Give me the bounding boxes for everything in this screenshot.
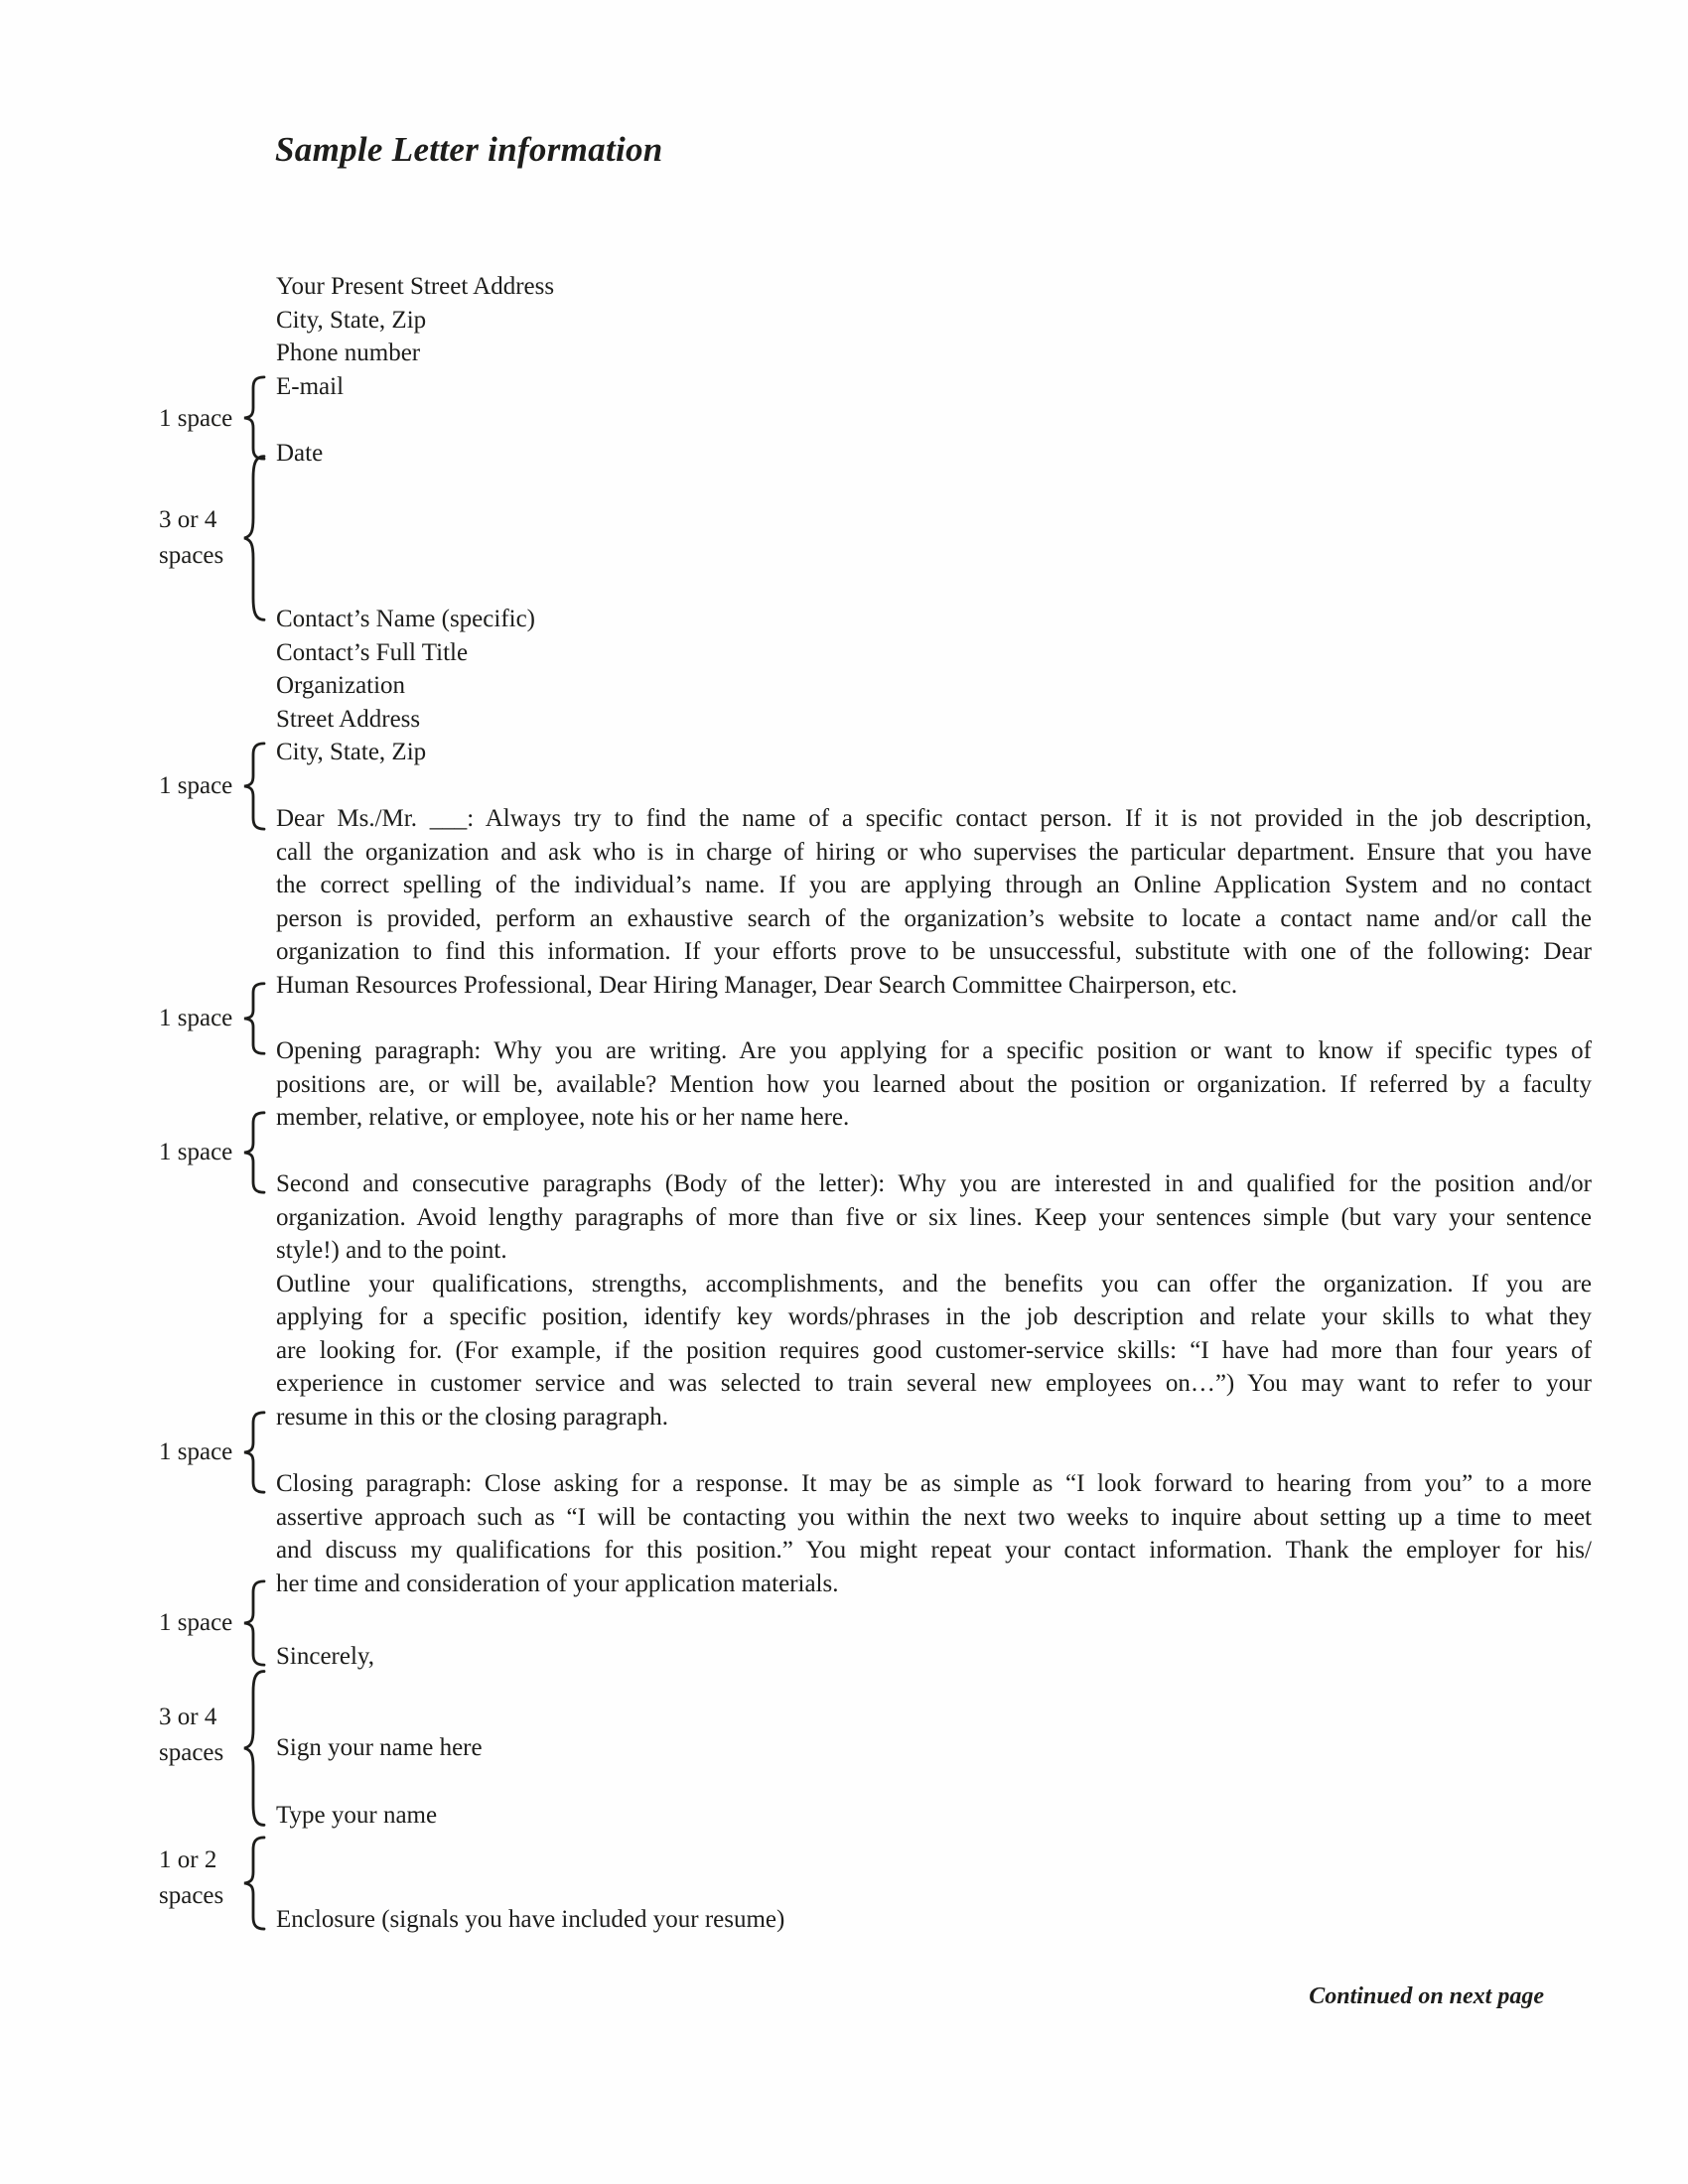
text-line: Your Present Street Address: [276, 273, 555, 300]
text-line: call the organization and ask who is in charge of hiring or who supervises the particular department. Ensure that you have: [276, 838, 1592, 866]
text-line: and discuss my qualifications for this position.” You might repeat your contact information. Thank the employer for his/: [276, 1537, 1592, 1564]
text-line: Second and consecutive paragraphs (Body of the letter): Why you are interested in and qualified for the position and/or: [276, 1170, 1592, 1197]
brace-icon: [242, 455, 266, 621]
text-line: E-mail: [276, 372, 345, 400]
text-line: assertive approach such as “I will be contacting you within the next two weeks to inquire about setting up a time to meet: [276, 1503, 1592, 1531]
text-line: are looking for. (For example, if the position requires good customer-service skills: “I have had more than four years of: [276, 1336, 1592, 1364]
annotation-label-line: 1 space: [159, 405, 233, 432]
annotation-label-line: spaces: [159, 1882, 224, 1909]
text-line: Outline your qualifications, strengths, accomplishments, and the benefits you can offer the organization. If you are: [276, 1270, 1592, 1297]
closing-paragraph: [276, 1467, 1592, 1600]
text-line: organization to find this information. If your efforts prove to be unsuccessful, substitute with one of the following: Dear: [276, 938, 1592, 965]
brace-icon: [242, 1112, 266, 1193]
brace-icon: [242, 983, 266, 1054]
text-line: Opening paragraph: Why you are writing. Are you applying for a specific position or want to know if specific types of: [276, 1037, 1592, 1064]
annotation-label-line: 1 space: [159, 1005, 233, 1031]
text-line: Sign your name here: [276, 1734, 483, 1761]
annotation-label-line: spaces: [159, 1739, 224, 1766]
text-line: member, relative, or employee, note his or her name here.: [276, 1104, 850, 1131]
enclosure-line: [276, 1903, 1592, 1937]
page-title: Sample Letter information: [275, 130, 663, 169]
annotation-label-line: 1 or 2: [159, 1846, 217, 1873]
text-line: Date: [276, 440, 324, 467]
text-line: person is provided, perform an exhaustive search of the organization’s website to locate a contact name and/or call the: [276, 904, 1592, 932]
date-line: [276, 437, 1592, 471]
text-line: Organization: [276, 672, 406, 699]
body-paragraphs: [276, 1167, 1592, 1433]
sincerely-line: [276, 1640, 1592, 1674]
brace-icon: [242, 1670, 266, 1827]
text-line: City, State, Zip: [276, 306, 427, 334]
salutation-paragraph: [276, 802, 1592, 1002]
brace-icon: [242, 1412, 266, 1493]
text-line: Human Resources Professional, Dear Hiring Manager, Dear Search Committee Chairperson, etc.: [276, 971, 1238, 999]
sender-address-block: [276, 270, 1592, 403]
text-line: Contact’s Name (specific): [276, 606, 536, 632]
brace-icon: [242, 1580, 266, 1666]
brace-icon: [242, 743, 266, 830]
type-name-line: [276, 1799, 1592, 1833]
text-line: Type your name: [276, 1802, 438, 1829]
text-line: Phone number: [276, 340, 421, 366]
annotation-label-line: 3 or 4: [159, 506, 217, 533]
text-line: applying for a specific position, identify key words/phrases in the job description and relate your skills to what they: [276, 1303, 1592, 1330]
text-line: Closing paragraph: Close asking for a response. It may be as simple as “I look forward to hearing from you” to a more: [276, 1470, 1592, 1497]
text-line: City, State, Zip: [276, 739, 427, 765]
text-line: Sincerely,: [276, 1643, 375, 1670]
annotation-label-line: 3 or 4: [159, 1704, 217, 1730]
annotation-label-line: 1 space: [159, 1438, 233, 1465]
brace-icon: [242, 376, 266, 460]
contact-address-block: [276, 603, 1592, 769]
continued-note: Continued on next page: [1309, 1983, 1544, 2009]
annotation-label-line: spaces: [159, 542, 224, 569]
annotation-label-line: 1 space: [159, 1609, 233, 1636]
text-line: the correct spelling of the individual’s name. If you are applying through an Online Application System and no contact: [276, 872, 1592, 898]
opening-paragraph: [276, 1034, 1592, 1135]
text-line: Street Address: [276, 705, 421, 733]
brace-icon: [242, 1837, 266, 1930]
text-line: style!) and to the point.: [276, 1237, 507, 1264]
text-line: her time and consideration of your application materials.: [276, 1570, 839, 1597]
text-line: Enclosure (signals you have included your resume): [276, 1906, 785, 1933]
text-line: organization. Avoid lengthy paragraphs of more than five or six lines. Keep your sentences simple (but vary your sentence: [276, 1203, 1592, 1231]
text-line: positions are, or will be, available? Mention how you learned about the position or organization. If referred by a faculty: [276, 1070, 1592, 1098]
sign-name-line: [276, 1731, 1592, 1765]
text-line: Dear Ms./Mr. ___: Always try to find the name of a specific contact person. If it is not provided in the job description,: [276, 805, 1592, 832]
annotation-label-line: 1 space: [159, 772, 233, 799]
annotation-label-line: 1 space: [159, 1139, 233, 1165]
text-line: experience in customer service and was selected to train several new employees on…”) You may want to refer to your: [276, 1370, 1592, 1397]
text-line: Contact’s Full Title: [276, 638, 469, 666]
text-line: resume in this or the closing paragraph.: [276, 1403, 669, 1431]
